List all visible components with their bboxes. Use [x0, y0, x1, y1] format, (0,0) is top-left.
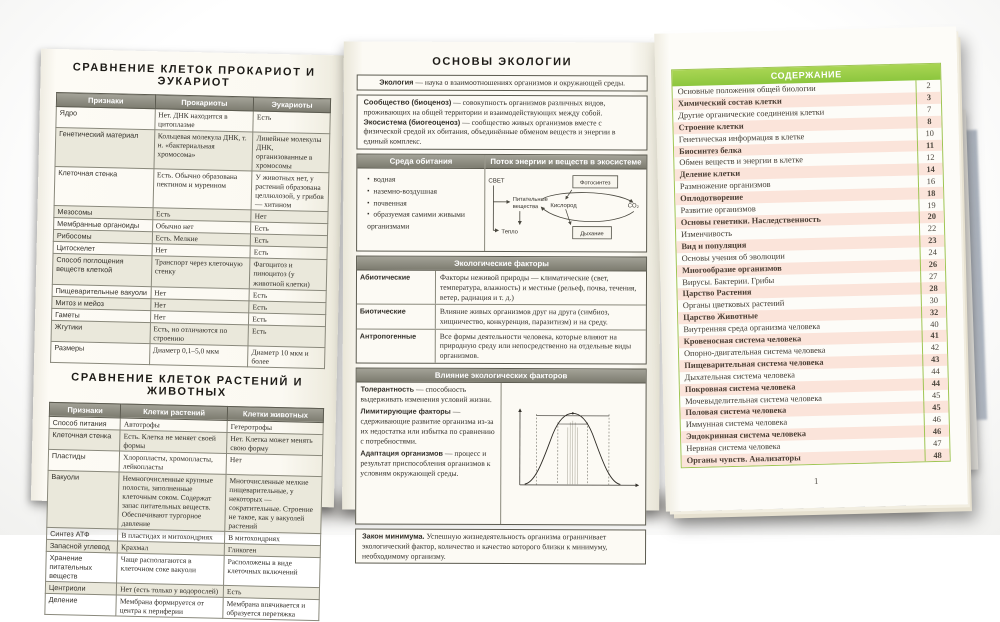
row-label: Клеточная стенка: [54, 167, 153, 208]
definition-text: — наука о взаимоотношениях организмов и окружающей среды.: [413, 78, 625, 88]
toc-entry-label: Половая система человека: [680, 402, 923, 420]
ecological-factors-panel: [356, 256, 647, 365]
toc-entry-label: Внутренняя среда организма человека: [678, 318, 921, 336]
prokaryote-eukaryote-table: [50, 92, 331, 369]
habitat-list: [357, 172, 484, 235]
row-value: Транспорт через клеточную стенку: [151, 256, 250, 288]
row-label: Хранение питательных веществ: [46, 552, 118, 584]
row-label: Запасной углевод: [46, 539, 117, 553]
term-text: — сдерживающие развитие организма из-за их недостатка или избытка по сравнению с потребностями.: [360, 407, 494, 445]
toc-entry-label: Изменчивость: [676, 223, 919, 241]
term-text: — процесс и результат приспособления организмов к условиям окружающей среды.: [360, 449, 490, 477]
toc-entry-label: Дыхательная система человека: [679, 366, 922, 384]
row-value: Есть. Мелкие: [152, 232, 251, 246]
row-value: Мембрана формируется от центра к периферии: [116, 595, 223, 618]
toc-entry-page: 43: [922, 354, 947, 367]
habitat-cell: [357, 155, 485, 251]
row-value: Диаметр 10 мкм и более: [248, 346, 325, 369]
row-label: Ядро: [56, 106, 155, 129]
factor-text: Факторы неживой природы — климатические (свет, температура, влажность) и местные (рельеф, почва, течения, ветер, радиация и т. д.): [436, 271, 646, 305]
row-value: Нет. ДНК находится в цитоплазме: [154, 109, 253, 132]
row-label: Мезосомы: [54, 206, 153, 220]
toc-entry-label: Царство Растения: [677, 283, 920, 301]
row-value: Есть: [251, 222, 328, 236]
energy-flow-diagram: [485, 169, 646, 252]
row-label: Рибосомы: [53, 230, 152, 244]
plant-animal-table: [44, 402, 324, 622]
toc-entry-label: Кровеносная система человека: [679, 330, 922, 348]
row-value: Диаметр 0,1–5,0 мкм: [149, 343, 248, 366]
row-label: Митоз и мейоз: [52, 296, 151, 310]
toc-entry-page: 18: [918, 187, 943, 200]
row-value: Гликоген: [224, 544, 320, 558]
toc-header: СОДЕРЖАНИЕ: [672, 64, 940, 87]
table-row: [54, 167, 329, 212]
toc-entry-page: 20: [919, 211, 944, 224]
row-value: Нет. Клетка может менять свою форму: [227, 432, 323, 455]
row-value: Нет (есть только у водорослей): [117, 583, 224, 597]
toc-entry-label: Основные положения общей биологии: [672, 80, 915, 98]
row-value: Многочисленные мелкие пищеварительные, у некоторых — сократительные. Строение не такое, как у вакуолей растений: [225, 474, 322, 533]
respiration-label: Дыхание: [580, 231, 603, 237]
toc-entry-label: Царство Животные: [678, 307, 921, 325]
toc-entry-page: 2: [915, 80, 940, 93]
law-of-minimum: [355, 528, 646, 565]
toc-entry-label: Покровная система человека: [680, 378, 923, 396]
row-value: Есть: [249, 312, 326, 326]
toc-entry-label: Развитие организмов: [675, 199, 918, 217]
heat-label: Тепло: [502, 230, 519, 236]
toc-entry-label: Генетическая информация в клетке: [674, 128, 917, 146]
toc-entry-page: 24: [919, 246, 944, 259]
toc-entry-page: 42: [922, 342, 947, 355]
row-value: Автотрофы: [120, 418, 227, 432]
row-value: Есть: [250, 246, 327, 260]
toc-entry-page: 30: [921, 294, 946, 307]
toc-entry-label: Деление клетки: [675, 164, 918, 182]
toc-entry-page: 14: [917, 163, 942, 176]
definition-text: — сообщество живых организмов вместе с физической средой их обитания, объединённые обменом веществ и энергии в единый комплекс.: [363, 117, 615, 146]
toc-entry-label: Органы чувств. Анализаторы: [682, 449, 925, 467]
energy-flow-cell: [485, 155, 646, 252]
row-value: Нет: [251, 210, 328, 224]
toc-entry-label: Вирусы. Бактерии. Грибы: [677, 271, 920, 289]
factor-row: [357, 271, 646, 305]
row-label: Клеточная стенка: [49, 428, 121, 451]
row-label: Синтез АТФ: [47, 527, 118, 541]
toc-entry-label: Обмен веществ и энергии в клетке: [674, 152, 917, 170]
row-value: Немногочисленные крупные полости, заполненные клеточным соком. Содержат запас питательных веществ. Обеспечивают тургорное давление: [118, 472, 226, 532]
factor-influence-panel: [355, 367, 647, 525]
habitat-item: ▪ почвенная: [367, 197, 480, 209]
co2-label: CO₂: [628, 204, 639, 210]
row-value: В митохондриях: [225, 532, 321, 546]
row-value: Есть, но отличаются по строению: [150, 322, 249, 345]
toc-entry-page: 45: [923, 389, 948, 402]
toc-entry-page: 26: [920, 258, 945, 271]
habitat-item: ▪ образуемая самими живыми организмами: [367, 209, 480, 233]
toc-entry-page: 23: [919, 235, 944, 248]
row-label: Генетический материал: [55, 128, 154, 169]
habitat-item: ▪ наземно-воздушная: [367, 185, 480, 197]
factor-term: Антропогенные: [357, 329, 436, 362]
row-value: Мембрана впячивается и образуется перетяжка: [223, 598, 319, 621]
row-label: Пластиды: [48, 449, 120, 472]
row-value: Фагоцитоз и пиноцитоз (у животной клетки): [250, 258, 327, 290]
row-label: Вакуоли: [47, 470, 120, 529]
toc-entry-page: 11: [917, 139, 942, 152]
toc-entry-label: Органы цветковых растений: [678, 295, 921, 313]
row-value: Нет: [150, 298, 249, 312]
row-label: Деление: [45, 594, 117, 617]
row-label: Цитоскелет: [53, 242, 152, 256]
row-label: Мембранные органоиды: [54, 218, 153, 232]
nutrients-label: Питательные: [513, 197, 548, 203]
table1-title: СРАВНЕНИЕ КЛЕТОК ПРОКАРИОТ И ЭУКАРИОТ: [56, 61, 331, 91]
toc-entry-label: Строение клетки: [673, 116, 916, 134]
oxygen-label: Кислород: [551, 203, 578, 209]
page-number: 1: [681, 473, 951, 490]
row-value: Линейные молекулы ДНК, организованные в хромосомы: [252, 132, 330, 173]
toc-entry-page: 32: [921, 306, 946, 319]
toc-entry-label: Опорно-двигательная система человека: [679, 342, 922, 360]
toc-entry-page: 12: [917, 151, 942, 164]
photosynthesis-label: Фотосинтез: [580, 180, 611, 186]
energy-flow-header: Поток энергии и веществ в экосистеме: [486, 155, 647, 170]
definition-term: Экология: [379, 78, 413, 87]
term: Адаптация организмов: [360, 449, 443, 458]
row-value: Есть: [253, 111, 330, 134]
toc-entry-page: 47: [924, 437, 949, 450]
toc-entry-label: Нервная система человека: [681, 437, 924, 455]
row-label: Способ поглощения веществ клеткой: [52, 254, 151, 286]
factor-term: Биотические: [357, 305, 436, 329]
habitat-item: ▪ водная: [367, 174, 480, 186]
factor-term: Абиотические: [357, 271, 436, 304]
toc-entry-label: Оплодотворение: [675, 188, 918, 206]
ecology-title: ОСНОВЫ ЭКОЛОГИИ: [357, 55, 648, 68]
toc-entry-label: Мочевыделительная система человека: [680, 390, 923, 408]
row-value: Нет: [152, 244, 251, 258]
row-value: Нет: [226, 453, 322, 476]
toc-entry-page: 48: [924, 449, 949, 462]
law-text: Успешную жизнедеятельность организма ограничивает экологический фактор, количество и качество которого близки к минимуму, необходимому организму.: [362, 532, 607, 561]
row-value: Есть: [248, 325, 325, 348]
toc-entry-page: 27: [920, 270, 945, 283]
toc-entry-page: 41: [922, 330, 947, 343]
row-label: Пищеварительные вакуоли: [52, 284, 151, 298]
row-label: Размеры: [51, 341, 150, 364]
left-page: [31, 49, 344, 508]
middle-page: [342, 41, 661, 510]
toc-entry-page: 46: [924, 413, 949, 426]
row-label: Центриоли: [45, 582, 116, 596]
row-value: Есть. Клетка не меняет своей формы: [120, 430, 227, 453]
term: Толерантность: [361, 384, 414, 393]
toc-entry-page: 44: [923, 377, 948, 390]
toc-entry-page: 19: [918, 199, 943, 212]
row-value: У животных нет, у растений образована целлюлозой, у грибов — хитином: [251, 171, 329, 212]
row-value: Крахмал: [117, 541, 224, 555]
toc-entry-label: Основы генетики. Наследственность: [676, 211, 919, 229]
habitat-energy-panel: [356, 154, 647, 253]
row-value: Чаще располагаются в клеточном соке вакуоли: [117, 553, 225, 585]
toc-entry-label: Многообразие организмов: [677, 259, 920, 277]
toc-entry-label: Химический состав клетки: [673, 92, 916, 110]
toc-entry-label: Иммунная система человека: [681, 414, 924, 432]
column-header: Признаки: [49, 402, 121, 418]
row-value: Обычно нет: [152, 220, 251, 234]
definition-term: Экосистема (биогеоценоз): [364, 117, 461, 126]
law-term: Закон минимума.: [362, 531, 425, 540]
definition-term: Сообщество (биоценоз): [364, 97, 452, 106]
row-value: Есть: [223, 586, 319, 600]
factors-header: Экологические факторы: [357, 257, 646, 272]
factor-text: Все формы деятельности человека, которые влияют на природную среду или непосредственно на отдельные виды организмов.: [436, 330, 646, 364]
row-value: Есть: [250, 234, 327, 248]
table-of-contents: [671, 63, 951, 468]
nutrients-label: вещества: [513, 204, 539, 210]
toc-entry-label: Эндокринная система человека: [681, 426, 924, 444]
column-header: Признаки: [56, 92, 155, 108]
row-value: Есть: [249, 288, 326, 302]
column-header: Прокариоты: [155, 95, 254, 111]
row-value: Нет: [150, 310, 249, 324]
tolerance-curve-chart: [503, 385, 644, 517]
right-page: [654, 26, 968, 511]
toc-entry-page: 7: [916, 104, 941, 117]
row-label: Способ питания: [49, 416, 120, 430]
row-value: Есть: [249, 300, 326, 314]
influence-header: Влияние экологических факторов: [357, 368, 646, 383]
toc-entry-label: Основы учения об эволюции: [677, 247, 920, 265]
toc-entry-label: Вид и популяция: [676, 235, 919, 253]
row-value: Гетеротрофы: [227, 420, 323, 434]
habitat-header: Среда обитания: [357, 155, 484, 169]
row-value: Кольцевая молекула ДНК, т. н. «бактериальная хромосома»: [154, 130, 253, 171]
term-text: — способность выдерживать изменения условий жизни.: [361, 385, 492, 404]
toc-entry-label: Биосинтез белка: [674, 140, 917, 158]
table-row: [55, 128, 330, 173]
toc-entry-label: Размножение организмов: [675, 176, 918, 194]
factor-row: [357, 304, 646, 329]
influence-row: [356, 382, 645, 524]
table-row: [47, 470, 322, 533]
row-value: Нет: [151, 286, 250, 300]
definition-text: — совокупность организмов различных видов, проживающих на общей территории и взаимодействующих между собой.: [364, 98, 606, 117]
toc-entry-label: Пищеварительная система человека: [679, 354, 922, 372]
row-value: В пластидах и митохондриях: [118, 529, 225, 543]
tolerance-chart-cell: [501, 383, 646, 525]
toc-entry-page: 16: [918, 175, 943, 188]
toc-entry-page: 10: [917, 127, 942, 140]
term: Лимитирующие факторы: [361, 407, 451, 416]
column-header: Клетки животных: [227, 406, 323, 422]
ecology-definition: [357, 74, 648, 91]
influence-terms: [356, 382, 501, 524]
toc-entry-label: Другие органические соединения клетки: [673, 104, 916, 122]
light-label: СВЕТ: [489, 178, 506, 185]
toc-entry-page: 44: [922, 365, 947, 378]
toc-entry-page: 8: [916, 115, 941, 128]
row-value: Расположены в виде клеточных включений: [224, 556, 321, 588]
column-header: Эукариоты: [254, 97, 331, 113]
table2-title: СРАВНЕНИЕ КЛЕТОК РАСТЕНИЙ И ЖИВОТНЫХ: [49, 371, 324, 401]
row-value: Есть: [152, 208, 251, 222]
toc-entry-page: 45: [923, 401, 948, 414]
row-value: Есть. Обычно образована пектином и муреином: [153, 169, 252, 210]
toc-entry-page: 46: [924, 425, 949, 438]
toc-entry-page: 22: [919, 223, 944, 236]
community-ecosystem-definitions: [356, 94, 647, 150]
row-label: Жгутики: [51, 320, 150, 343]
factor-row: [357, 328, 646, 363]
toc-entry-page: 3: [916, 92, 941, 105]
row-value: Хлоропласты, хромопласты, лейкопласты: [119, 451, 226, 474]
toc-entry-page: 28: [920, 282, 945, 295]
factor-text: Влияние живых организмов друг на друга (симбиоз, хищничество, конкуренция, паразитизм) и на среду.: [436, 305, 646, 329]
row-label: Гаметы: [52, 308, 151, 322]
toc-entry-page: 40: [921, 318, 946, 331]
column-header: Клетки растений: [121, 404, 228, 420]
